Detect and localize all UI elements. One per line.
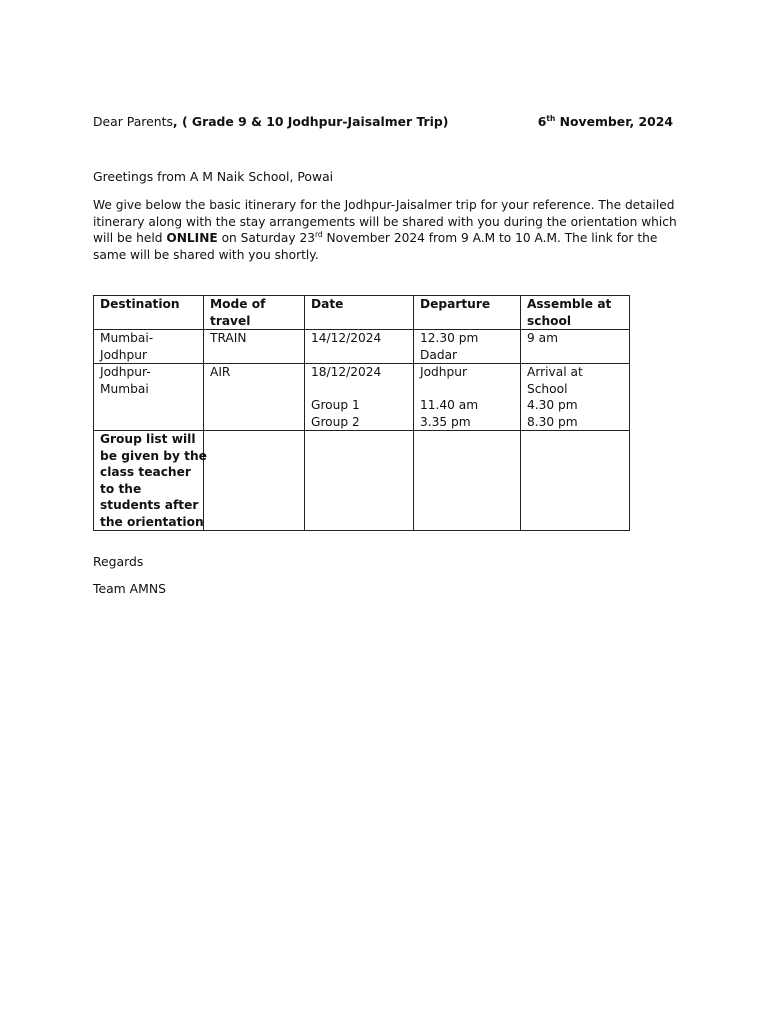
cell-text: 18/12/2024 (311, 365, 382, 379)
intro-line (93, 230, 673, 247)
header-text: Departure (420, 297, 491, 311)
note-text: Group list will (100, 432, 196, 446)
intro-text: November 2024 from 9 A.M to 10 A.M. The link for the (322, 231, 658, 245)
header-mode (204, 296, 305, 330)
greeting: Greetings from A M Naik School, Powai (93, 169, 334, 184)
date-day: 6 (537, 114, 547, 129)
cell-text: Jodhpur- (100, 365, 151, 379)
header-text: Assemble at (527, 297, 612, 311)
cell-date (305, 330, 414, 364)
cell-assemble (521, 364, 630, 431)
cell-text: Jodhpur (100, 347, 147, 362)
cell-assemble (521, 330, 630, 364)
salutation (93, 114, 448, 131)
intro-line: itinerary along with the stay arrangements will be shared with you during the orientation which (93, 214, 677, 229)
cell-text: 8.30 pm (527, 414, 578, 429)
cell-mode (204, 364, 305, 431)
header-text: Mode of (210, 297, 266, 311)
cell-text: 12.30 pm (420, 331, 479, 345)
online-emphasis: ONLINE (166, 231, 218, 245)
cell-text: Dadar (420, 347, 458, 362)
intro-line: We give below the basic itinerary for the Jodhpur-Jaisalmer trip for your reference. The detailed (93, 198, 675, 212)
header-departure (414, 296, 521, 330)
empty-cell (305, 431, 414, 531)
cell-spacer (420, 381, 514, 398)
empty-cell (414, 431, 521, 531)
cell-spacer (311, 381, 407, 398)
header-text: travel (210, 313, 251, 328)
cell-text: Arrival at (527, 365, 583, 379)
cell-text: 3.35 pm (420, 414, 471, 429)
header-assemble (521, 296, 630, 330)
letter-date (538, 114, 673, 131)
cell-text: 14/12/2024 (311, 331, 382, 345)
header-text: Destination (100, 297, 180, 311)
closing: Regards (93, 554, 144, 569)
intro-paragraph (93, 197, 677, 263)
cell-text: School (527, 381, 568, 396)
date-ordinal: rd (314, 230, 323, 239)
cell-text: Mumbai (100, 381, 149, 396)
cell-destination (94, 330, 204, 364)
cell-mode (204, 330, 305, 364)
salutation-text: Dear Parents (93, 114, 173, 129)
date-suffix: th (546, 114, 556, 123)
note-text: class teacher (100, 465, 191, 479)
cell-text: Group 2 (311, 414, 360, 429)
cell-departure (414, 364, 521, 431)
note-text: to the (100, 481, 142, 496)
cell-text: AIR (210, 365, 231, 379)
itinerary-table (93, 295, 630, 531)
empty-cell (521, 431, 630, 531)
cell-text: 9 am (527, 331, 558, 345)
cell-text: Mumbai- (100, 331, 154, 345)
table-row (94, 330, 630, 364)
empty-cell (204, 431, 305, 531)
intro-text: will be held (93, 231, 167, 245)
note-text: the orientation (100, 514, 204, 529)
cell-text: Jodhpur (420, 365, 467, 379)
signature: Team AMNS (93, 581, 166, 596)
date-month-year: November, 2024 (555, 114, 673, 129)
group-list-note (94, 431, 207, 531)
cell-destination (94, 364, 204, 431)
header-date (305, 296, 414, 330)
table-row (94, 364, 630, 431)
header-text: school (527, 313, 572, 328)
cell-date (305, 364, 414, 431)
table-row (94, 431, 630, 531)
note-text: students after (100, 498, 199, 512)
header-text: Date (311, 297, 344, 311)
letter-header (93, 114, 673, 132)
trip-subject: , ( Grade 9 & 10 Jodhpur-Jaisalmer Trip) (172, 114, 449, 129)
cell-text: 11.40 am (420, 398, 479, 412)
header-destination (94, 296, 204, 330)
table-header-row (94, 296, 630, 330)
intro-text: on Saturday 23 (217, 231, 315, 245)
note-text: be given by the (100, 448, 207, 463)
cell-text: TRAIN (210, 331, 247, 345)
intro-line: same will be shared with you shortly. (93, 247, 319, 262)
cell-text: 4.30 pm (527, 398, 578, 412)
cell-text: Group 1 (311, 398, 360, 412)
cell-departure (414, 330, 521, 364)
